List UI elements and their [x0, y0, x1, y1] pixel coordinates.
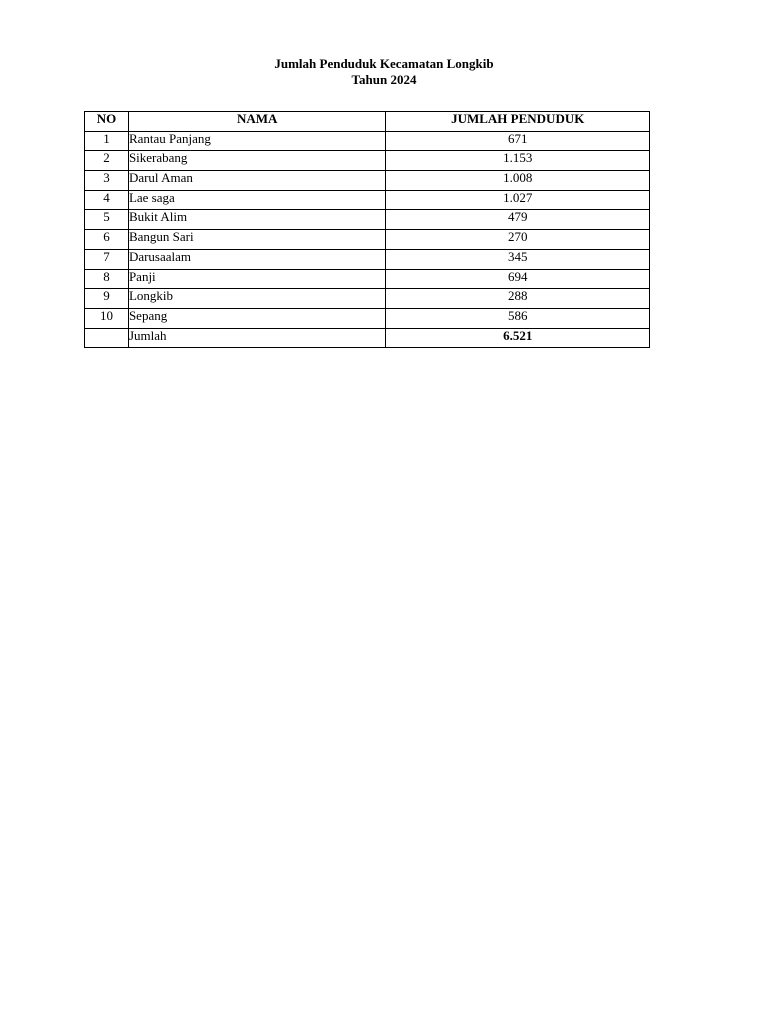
table-row	[85, 151, 650, 171]
row-jumlah: 479	[386, 210, 650, 230]
row-nama: Sikerabang	[128, 151, 386, 171]
row-no: 10	[85, 308, 129, 328]
table-row	[85, 190, 650, 210]
total-no-empty	[85, 328, 129, 348]
row-nama: Bangun Sari	[128, 230, 386, 250]
table-row	[85, 131, 650, 151]
row-nama: Longkib	[128, 289, 386, 309]
table-row	[85, 171, 650, 191]
row-jumlah: 1.008	[386, 171, 650, 191]
row-nama: Lae saga	[128, 190, 386, 210]
row-nama: Darusaalam	[128, 249, 386, 269]
row-jumlah: 1.153	[386, 151, 650, 171]
table-total-row	[85, 328, 650, 348]
row-no: 6	[85, 230, 129, 250]
row-nama: Sepang	[128, 308, 386, 328]
row-no: 4	[85, 190, 129, 210]
document-subtitle: Tahun 2024	[351, 72, 417, 87]
row-no: 9	[85, 289, 129, 309]
table-row	[85, 289, 650, 309]
row-jumlah: 1.027	[386, 190, 650, 210]
row-jumlah: 586	[386, 308, 650, 328]
header-jumlah-penduduk: JUMLAH PENDUDUK	[386, 112, 650, 132]
row-jumlah: 694	[386, 269, 650, 289]
row-nama: Darul Aman	[128, 171, 386, 191]
row-no: 8	[85, 269, 129, 289]
row-no: 2	[85, 151, 129, 171]
total-label: Jumlah	[128, 328, 386, 348]
table-row	[85, 210, 650, 230]
row-jumlah: 270	[386, 230, 650, 250]
row-no: 1	[85, 131, 129, 151]
table-header-row	[85, 112, 650, 132]
table-row	[85, 308, 650, 328]
document-title-block	[0, 56, 768, 88]
header-no: NO	[85, 112, 129, 132]
row-jumlah: 288	[386, 289, 650, 309]
row-nama: Bukit Alim	[128, 210, 386, 230]
table-row	[85, 269, 650, 289]
row-nama: Panji	[128, 269, 386, 289]
total-value: 6.521	[386, 328, 650, 348]
row-jumlah: 345	[386, 249, 650, 269]
table-row	[85, 230, 650, 250]
row-nama: Rantau Panjang	[128, 131, 386, 151]
row-jumlah: 671	[386, 131, 650, 151]
population-table	[84, 111, 650, 348]
document-title: Jumlah Penduduk Kecamatan Longkib	[274, 56, 494, 71]
row-no: 7	[85, 249, 129, 269]
table-row	[85, 249, 650, 269]
row-no: 3	[85, 171, 129, 191]
row-no: 5	[85, 210, 129, 230]
header-nama: NAMA	[128, 112, 386, 132]
